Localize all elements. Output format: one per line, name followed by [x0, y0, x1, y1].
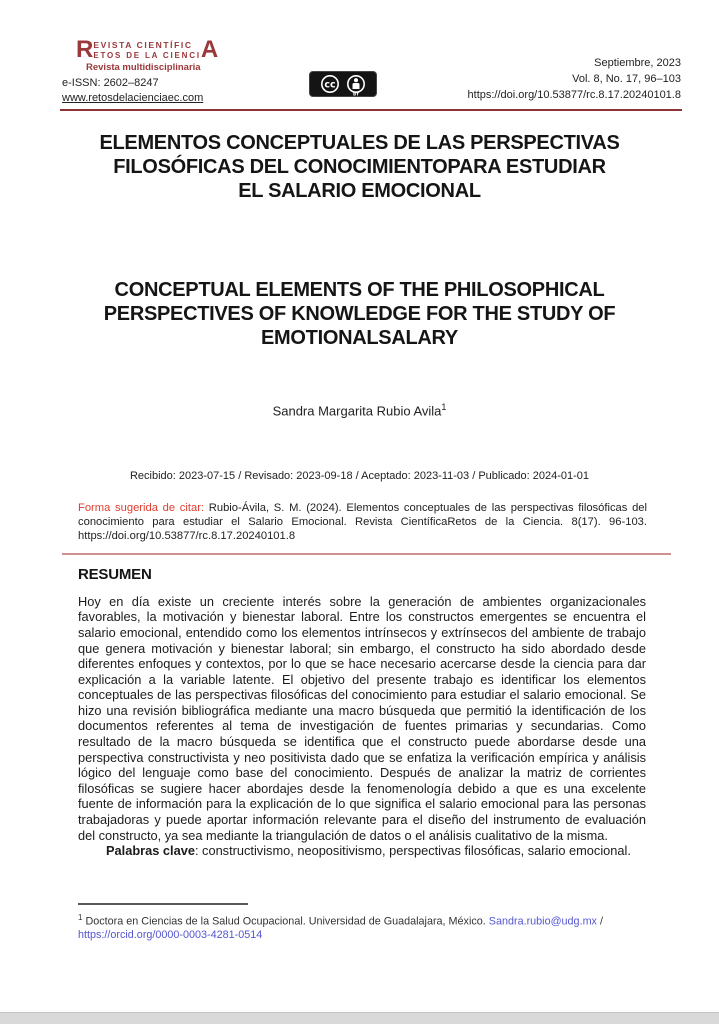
logo-line-retos-ciencia: ETOS DE LA CIENCI [93, 50, 201, 60]
article-dates-line: Recibido: 2023-07-15 / Revisado: 2023-09-18 / Aceptado: 2023-11-03 / Publicado: 2024-01-01 [129, 470, 590, 483]
footnote-link-separator: / [596, 915, 603, 928]
cc-by-badge-icon [309, 71, 377, 97]
title-en-line-3: EMOTIONALSALARY [261, 327, 458, 349]
journal-header [0, 0, 719, 104]
article-doi-text[interactable]: https://doi.org/10.53877/rc.8.17.20240101.8 [467, 89, 681, 102]
svg-text:cc: cc [324, 79, 336, 91]
author-email-link[interactable]: Sandra.rubio@udg.mx [488, 915, 597, 928]
abstract-heading: RESUMEN [78, 565, 152, 583]
footnote-text: Doctora en Ciencias de la Salud Ocupacional. Universidad de Guadalajara, México. [82, 915, 489, 928]
author-affiliation-marker: 1 [441, 402, 447, 412]
page-bottom-edge [0, 1012, 719, 1024]
issue-date: Septiembre, 2023 [594, 57, 681, 70]
logo-initial-letter: R [76, 36, 94, 63]
keywords-text: : constructivismo, neopositivismo, perspectivas filosóficas, salario emocional. [194, 843, 631, 859]
title-en-line-2: PERSPECTIVES OF KNOWLEDGE FOR THE STUDY OF [103, 303, 616, 325]
logo-wordmark-lines [93, 40, 201, 61]
issue-volume: Vol. 8, No. 17, 96–103 [572, 73, 681, 86]
title-en-line-1: CONCEPTUAL ELEMENTS OF THE PHILOSOPHICAL [114, 279, 605, 301]
footnote-marker: 1 [78, 912, 83, 922]
journal-logo-wordmark [76, 36, 219, 63]
abstract-body: Hoy en día existe un creciente interés sobre la generación de ambientes organizacionales favorables, la motivación y bienestar laboral. Entre los constructos emergentes se encuentra el salario emocional, entendido como los elementos intrínsecos y extrínsecos del ambiente de trabajo que genera motivación y bienestar laboral; sin embargo, el constructo ha sido abordado desde diferentes enfoques y contextos, por lo que se hace necesario acercarse desde la ciencia para dar explicación a la variable latente. El objetivo del presente trabajo es identificar los elementos conceptuales de las perspectivas filosóficas del conocimiento para estudiar el salario emocional. Se hizo una revisión bibliográfica mediante una macro búsqueda que permitió la identificación de los documentos referentes al tema de investigación de fuentes primarias y secundarias. Como resultado de la macro búsqueda se identifica que el constructo puede abordarse desde una perspectiva constructivista y neo positivista dado que se enfatiza la verificación empírica y análisis lógico del lenguaje como base del conocimiento. Después de analizar la matriz de corrientes filosóficas se sugiere hacer abordajes desde la fenomenología debido a que es una excelente fuente de información para la explicación de lo que significa el salario emocional para las personas trabajadoras y puede aportar información relevante para el diseño del instrumento de evaluación del constructo, ya sea mediante la triangulación de datos o el análisis cualitativo de la misma. [78, 593, 646, 843]
logo-line-revista-cientifica: EVISTA CIENTÍFIC [93, 40, 193, 50]
citation-divider-rule [62, 553, 671, 555]
journal-website-link[interactable]: www.retosdelacienciaec.com [62, 92, 204, 104]
title-es-line-2: FILOSÓFICAS DEL CONOCIMIENTOPARA ESTUDIAR [113, 156, 606, 178]
citation-text: Rubio-Ávila, S. M. (2024). Elementos conceptuales de las perspectivas filosóficas del conocimiento para estudiar el Salario Emocional. Revista CientíficaRetos de la Ciencia. 8(17). 96-103. https://doi.org/10.53877/rc.8.17.20240101.8 [78, 502, 648, 542]
journal-subtitle: Revista multidisciplinaria [86, 61, 201, 73]
svg-text:BY: BY [352, 91, 359, 97]
journal-logo [76, 36, 219, 73]
journal-identity [62, 36, 219, 104]
title-es-line-3: EL SALARIO EMOCIONAL [238, 180, 481, 202]
suggested-citation [0, 502, 719, 543]
logo-final-letter: A [200, 36, 219, 63]
journal-issn: e-ISSN: 2602–8247 [62, 77, 159, 89]
cc-by-license-badge [309, 71, 377, 102]
keywords-label: Palabras clave [106, 843, 195, 859]
article-title-english [0, 278, 719, 350]
author-orcid-link[interactable]: https://orcid.org/0000-0003-4281-0514 [78, 929, 263, 942]
footnote-separator-rule [78, 903, 248, 905]
citation-label: Forma sugerida de citar: [78, 502, 205, 515]
keywords-line [0, 843, 719, 859]
title-es-line-1: ELEMENTOS CONCEPTUALES DE LAS PERSPECTIVAS [99, 132, 620, 154]
author-name: Sandra Margarita Rubio Avila [272, 403, 442, 419]
header-divider-rule [60, 109, 682, 111]
article-title-spanish [0, 131, 719, 203]
author-line [0, 402, 719, 418]
article-doi-link[interactable] [468, 88, 681, 104]
author-footnote [0, 911, 719, 943]
issue-info [468, 56, 681, 104]
